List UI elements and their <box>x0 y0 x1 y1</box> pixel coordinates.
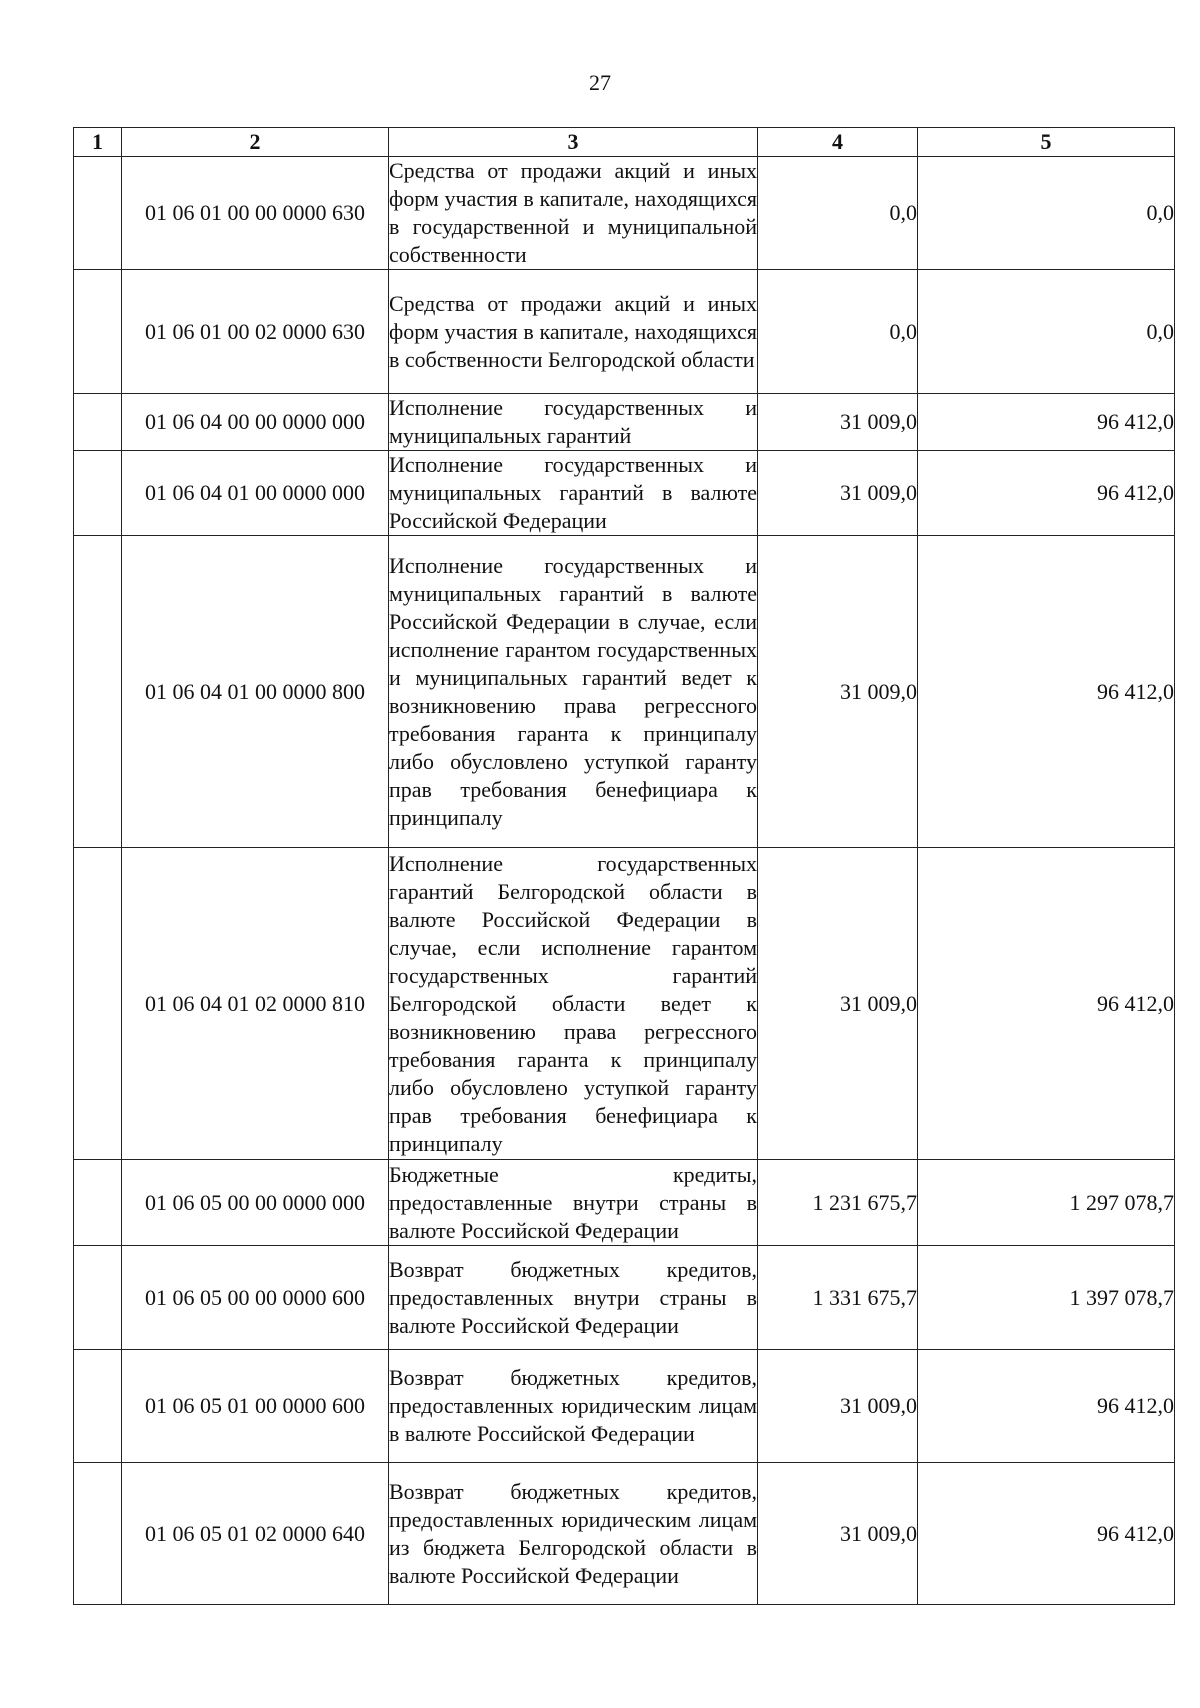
row-number-cell <box>74 451 122 536</box>
amount-col4-cell: 1 231 675,7 <box>758 1160 918 1246</box>
column-header-2: 2 <box>122 128 389 157</box>
description-cell: Исполнение государственных и муниципальных гарантий в валюте Российской Федерации <box>389 451 758 536</box>
table-row <box>74 1160 1175 1246</box>
description-cell: Исполнение государственных и муниципальных гарантий <box>389 394 758 451</box>
row-number-cell <box>74 1246 122 1350</box>
amount-col4-cell: 31 009,0 <box>758 1463 918 1605</box>
amount-col5-cell: 96 412,0 <box>918 848 1175 1160</box>
description-cell: Возврат бюджетных кредитов, предоставленных внутри страны в валюте Российской Федерации <box>389 1246 758 1350</box>
amount-col4-cell: 31 009,0 <box>758 848 918 1160</box>
description-cell: Возврат бюджетных кредитов, предоставленных юридическим лицам в валюте Российской Федерации <box>389 1350 758 1463</box>
amount-col5-cell: 0,0 <box>918 270 1175 394</box>
table-row <box>74 536 1175 848</box>
amount-col5-cell: 1 297 078,7 <box>918 1160 1175 1246</box>
row-number-cell <box>74 536 122 848</box>
classification-code-cell: 01 06 04 00 00 0000 000 <box>122 394 389 451</box>
classification-code-cell: 01 06 05 00 00 0000 600 <box>122 1246 389 1350</box>
amount-col5-cell: 96 412,0 <box>918 1350 1175 1463</box>
classification-code-cell: 01 06 04 01 00 0000 800 <box>122 536 389 848</box>
classification-code-cell: 01 06 01 00 00 0000 630 <box>122 157 389 270</box>
table-row <box>74 1463 1175 1605</box>
amount-col4-cell: 1 331 675,7 <box>758 1246 918 1350</box>
description-cell: Бюджетные кредиты, предоставленные внутри страны в валюте Российской Федерации <box>389 1160 758 1246</box>
description-cell: Исполнение государственных гарантий Белгородской области в валюте Российской Федерации в случае, если исполнение гарантом государственных гарантий Белгородской области ведет к возникновению права регрессного требования гаранта к принципалу либо обусловлено уступкой гаранту прав требования бенефициара к принципалу <box>389 848 758 1160</box>
table-row <box>74 157 1175 270</box>
table-row <box>74 451 1175 536</box>
amount-col5-cell: 0,0 <box>918 157 1175 270</box>
row-number-cell <box>74 1463 122 1605</box>
amount-col4-cell: 31 009,0 <box>758 451 918 536</box>
description-cell: Возврат бюджетных кредитов, предоставленных юридическим лицам из бюджета Белгородской области в валюте Российской Федерации <box>389 1463 758 1605</box>
amount-col5-cell: 96 412,0 <box>918 1463 1175 1605</box>
row-number-cell <box>74 157 122 270</box>
column-header-5: 5 <box>918 128 1175 157</box>
description-cell: Исполнение государственных и муниципальных гарантий в валюте Российской Федерации в случае, если исполнение гарантом государственных и муниципальных гарантий ведет к возникновению права регрессного требования гаранта к принципалу либо обусловлено уступкой гаранту прав требования бенефициара к принципалу <box>389 536 758 848</box>
amount-col5-cell: 1 397 078,7 <box>918 1246 1175 1350</box>
row-number-cell <box>74 1160 122 1246</box>
classification-code-cell: 01 06 01 00 02 0000 630 <box>122 270 389 394</box>
amount-col5-cell: 96 412,0 <box>918 451 1175 536</box>
page-number: 27 <box>589 70 611 95</box>
description-cell: Средства от продажи акций и иных форм участия в капитале, находящихся в государственной и муниципальной собственности <box>389 157 758 270</box>
row-number-cell <box>74 1350 122 1463</box>
classification-code-cell: 01 06 04 01 00 0000 000 <box>122 451 389 536</box>
column-header-3: 3 <box>389 128 758 157</box>
row-number-cell <box>74 848 122 1160</box>
column-header-4: 4 <box>758 128 918 157</box>
classification-code-cell: 01 06 05 00 00 0000 000 <box>122 1160 389 1246</box>
table-row <box>74 270 1175 394</box>
row-number-cell <box>74 270 122 394</box>
amount-col4-cell: 31 009,0 <box>758 1350 918 1463</box>
column-header-1: 1 <box>74 128 122 157</box>
row-number-cell <box>74 394 122 451</box>
amount-col4-cell: 31 009,0 <box>758 536 918 848</box>
amount-col4-cell: 31 009,0 <box>758 394 918 451</box>
table-row <box>74 1350 1175 1463</box>
table-header-row <box>74 128 1175 157</box>
classification-code-cell: 01 06 05 01 00 0000 600 <box>122 1350 389 1463</box>
classification-code-cell: 01 06 05 01 02 0000 640 <box>122 1463 389 1605</box>
description-cell: Средства от продажи акций и иных форм участия в капитале, находящихся в собственности Белгородской области <box>389 270 758 394</box>
table-row <box>74 394 1175 451</box>
amount-col4-cell: 0,0 <box>758 270 918 394</box>
amount-col5-cell: 96 412,0 <box>918 394 1175 451</box>
classification-code-cell: 01 06 04 01 02 0000 810 <box>122 848 389 1160</box>
amount-col4-cell: 0,0 <box>758 157 918 270</box>
table-row <box>74 1246 1175 1350</box>
amount-col5-cell: 96 412,0 <box>918 536 1175 848</box>
budget-sources-table <box>73 127 1175 1605</box>
table-row <box>74 848 1175 1160</box>
